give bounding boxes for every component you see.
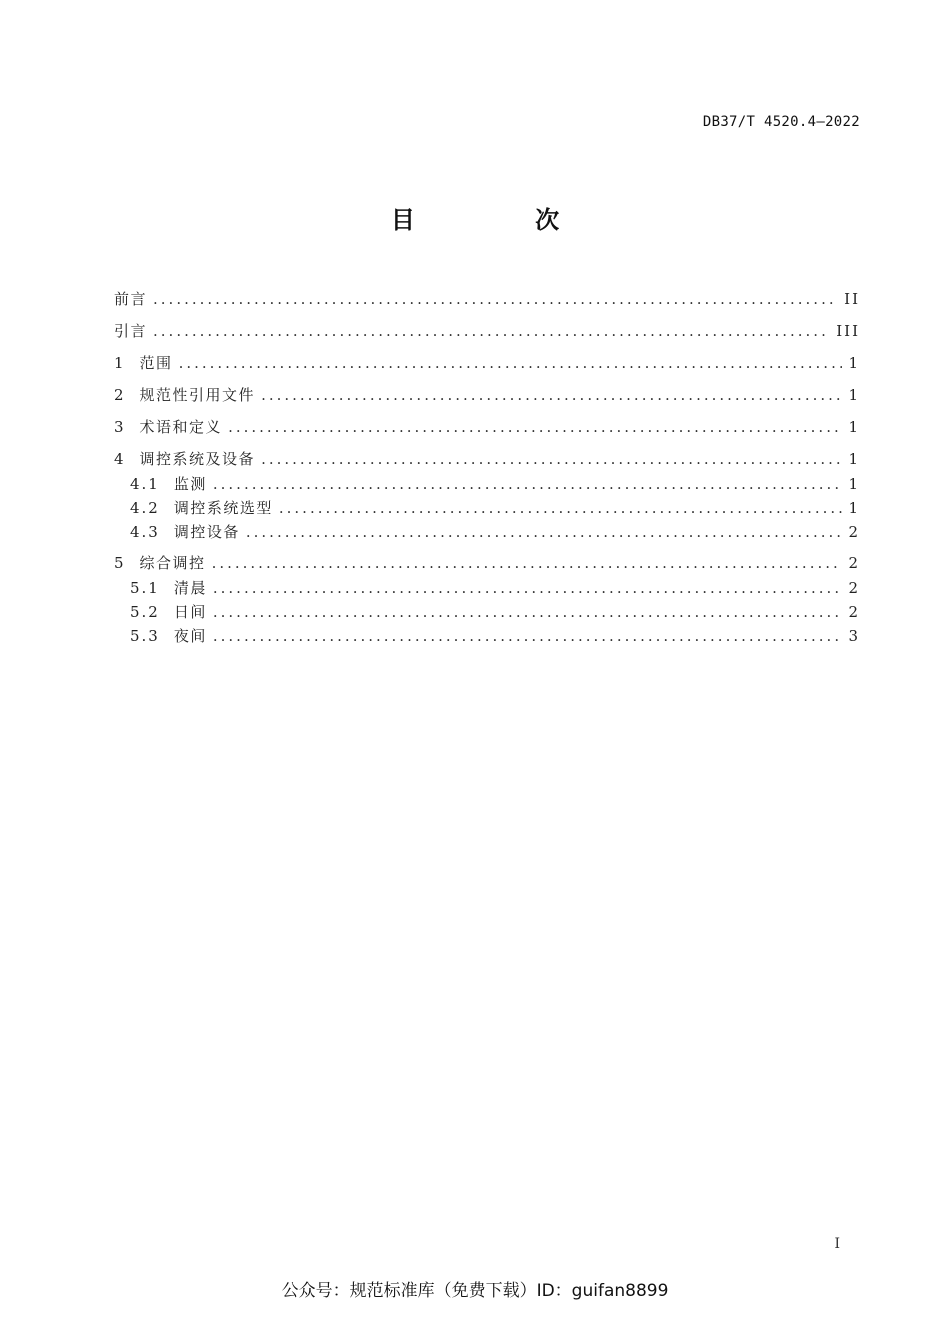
toc-dot-leader (261, 382, 842, 408)
toc-entry-3[interactable] (114, 414, 860, 446)
toc-entry-introduction[interactable] (114, 318, 860, 350)
toc-entry-label: 调控设备 (173, 523, 240, 541)
toc-entry-label: 夜间 (173, 627, 207, 645)
toc-entry-number: 3 (114, 418, 124, 436)
toc-entry-page: 1 (848, 418, 860, 436)
toc-dot-leader (213, 624, 843, 648)
toc-entry-number: 4.2 (130, 499, 160, 517)
toc-dot-leader (279, 496, 843, 520)
page-folio: I (834, 1236, 840, 1252)
page-title: 目 次 (390, 206, 616, 234)
toc-dot-leader (179, 350, 843, 376)
toc-entry-number: 5.1 (130, 579, 160, 597)
toc-entry-2[interactable] (114, 382, 860, 414)
toc-dot-leader (153, 318, 830, 344)
toc-entry-page: 3 (848, 627, 860, 645)
toc-entry-1[interactable] (114, 350, 860, 382)
footer-watermark: 公众号：规范标准库（免费下载）ID：guifan8899 (281, 1281, 669, 1301)
toc-entry-number: 1 (114, 354, 124, 372)
toc-entry-4[interactable] (114, 446, 860, 472)
toc-entry-4-1[interactable] (114, 472, 860, 496)
toc-entry-label: 综合调控 (139, 554, 206, 572)
toc-entry-page: 1 (848, 386, 860, 404)
toc-entry-page: 2 (848, 523, 860, 541)
toc-dot-leader (213, 472, 843, 496)
toc-entry-label: 范围 (139, 354, 173, 372)
toc-entry-page: 2 (848, 579, 860, 597)
toc-entry-number: 2 (114, 386, 124, 404)
toc-entry-label: 监测 (173, 475, 207, 493)
toc-entry-label: 规范性引用文件 (139, 386, 256, 404)
toc-dot-leader (212, 550, 843, 576)
toc-entry-preface[interactable] (114, 286, 860, 318)
toc-entry-5-1[interactable] (114, 576, 860, 600)
toc-dot-leader (228, 414, 842, 440)
toc-entry-number: 4.1 (130, 475, 160, 493)
toc-entry-5[interactable] (114, 550, 860, 576)
toc-entry-label: 调控系统及设备 (139, 450, 256, 468)
toc-entry-label: 前言 (114, 290, 148, 308)
toc-dot-leader (213, 576, 843, 600)
toc-entry-page: II (844, 290, 860, 308)
toc-entry-page: 1 (848, 499, 860, 517)
toc-dot-leader (153, 286, 838, 312)
toc-entry-page: 1 (848, 354, 860, 372)
standard-code: DB37/T 4520.4—2022 (702, 114, 860, 130)
toc-entry-label: 引言 (114, 322, 148, 340)
toc-entry-number: 4.3 (130, 523, 160, 541)
toc-entry-number: 5.3 (130, 627, 160, 645)
toc-entry-5-3[interactable] (114, 624, 860, 648)
toc-dot-leader (261, 446, 842, 472)
toc-entry-4-3[interactable] (114, 520, 860, 544)
table-of-contents (114, 286, 860, 648)
toc-entry-page: III (836, 322, 860, 340)
toc-entry-number: 4 (114, 450, 124, 468)
toc-entry-page: 2 (848, 554, 860, 572)
toc-dot-leader (246, 520, 843, 544)
toc-entry-number: 5 (114, 554, 124, 572)
toc-entry-label: 日间 (173, 603, 207, 621)
toc-entry-4-2[interactable] (114, 496, 860, 520)
toc-entry-page: 1 (848, 450, 860, 468)
toc-entry-number: 5.2 (130, 603, 160, 621)
toc-dot-leader (213, 600, 843, 624)
toc-entry-label: 调控系统选型 (173, 499, 273, 517)
toc-entry-page: 1 (848, 475, 860, 493)
toc-entry-5-2[interactable] (114, 600, 860, 624)
toc-entry-label: 术语和定义 (139, 418, 223, 436)
toc-entry-label: 清晨 (173, 579, 207, 597)
toc-entry-page: 2 (848, 603, 860, 621)
